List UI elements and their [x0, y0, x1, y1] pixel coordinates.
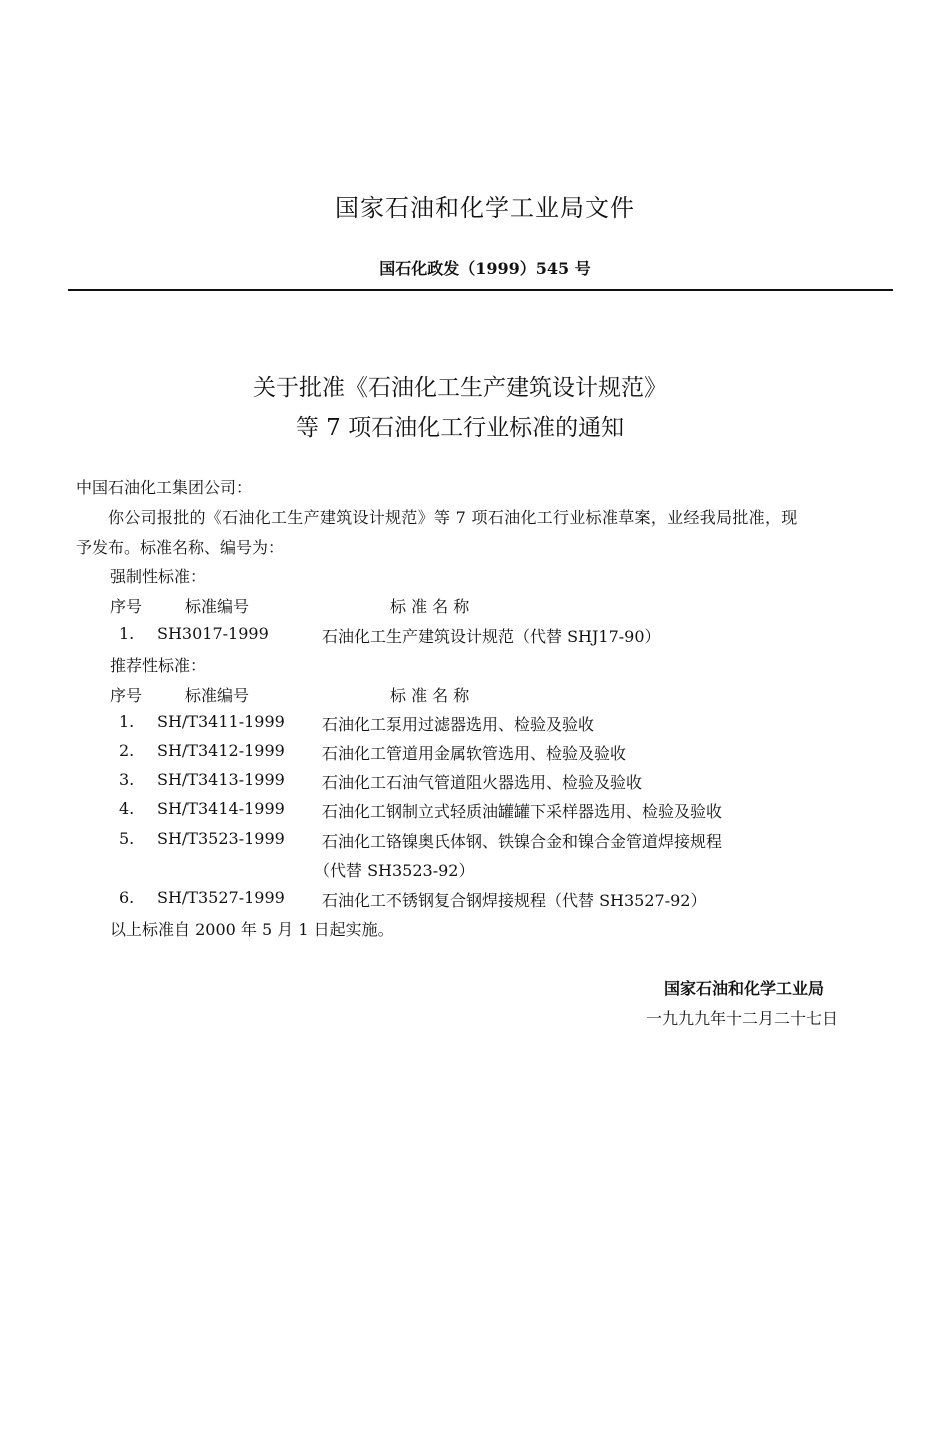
- recommended-col-name: 标 准 名 称: [390, 686, 470, 705]
- addressee: 中国石油化工集团公司：: [76, 478, 253, 497]
- recommended-row-3-seq: 3.: [119, 770, 135, 789]
- recommended-col-code: 标准编号: [185, 686, 250, 705]
- recommended-row-4-name: 石油化工钢制立式轻质油罐罐下采样器选用、检验及验收: [322, 802, 723, 821]
- recommended-row-5-name-cont: （代替 SH3523-92）: [314, 861, 475, 880]
- recommended-row-6-name: 石油化工不锈钢复合钢焊接规程（代替 SH3527-92）: [322, 891, 707, 910]
- recommended-row-2-name: 石油化工管道用金属软管选用、检验及验收: [322, 744, 627, 763]
- recommended-heading: 推荐性标准：: [110, 656, 207, 675]
- mandatory-heading: 强制性标准：: [110, 567, 207, 586]
- mandatory-row-code: SH3017-1999: [157, 624, 269, 643]
- mandatory-col-code: 标准编号: [185, 597, 250, 616]
- recommended-row-6-seq: 6.: [119, 888, 135, 907]
- effective-date-statement: 以上标准自 2000 年 5 月 1 日起实施。: [110, 920, 394, 939]
- header-divider: [68, 289, 893, 291]
- recommended-row-3-name: 石油化工石油气管道阻火器选用、检验及验收: [322, 773, 643, 792]
- recommended-row-4-seq: 4.: [119, 799, 135, 818]
- signature-organization: 国家石油和化学工业局: [664, 979, 825, 998]
- recommended-row-5-code: SH/T3523-1999: [157, 829, 285, 848]
- recommended-row-1-name: 石油化工泵用过滤器选用、检验及验收: [322, 715, 595, 734]
- recommended-row-3-code: SH/T3413-1999: [157, 770, 285, 789]
- notice-title-line-1: 关于批准《石油化工生产建筑设计规范》: [253, 375, 667, 401]
- document-number: 国石化政发（1999）545 号: [379, 259, 591, 278]
- notice-title-line-2: 等 7 项石油化工行业标准的通知: [295, 415, 625, 441]
- recommended-row-5-seq: 5.: [119, 829, 135, 848]
- issuer-heading: 国家石油和化学工业局文件: [335, 194, 635, 222]
- paragraph-line-1: 你公司报批的《石油化工生产建筑设计规范》等 7 项石油化工行业标准草案，业经我局批准，现: [108, 508, 798, 527]
- recommended-row-4-code: SH/T3414-1999: [157, 799, 285, 818]
- recommended-row-2-code: SH/T3412-1999: [157, 741, 285, 760]
- signature-date: 一九九九年十二月二十七日: [646, 1009, 839, 1028]
- recommended-row-5-name: 石油化工铬镍奥氏体钢、铁镍合金和镍合金管道焊接规程: [322, 832, 723, 851]
- recommended-row-6-code: SH/T3527-1999: [157, 888, 285, 907]
- mandatory-row-name: 石油化工生产建筑设计规范（代替 SHJ17-90）: [322, 627, 661, 646]
- mandatory-col-name: 标 准 名 称: [390, 597, 470, 616]
- recommended-row-1-code: SH/T3411-1999: [157, 712, 285, 731]
- recommended-row-2-seq: 2.: [119, 741, 135, 760]
- recommended-row-1-seq: 1.: [119, 712, 135, 731]
- mandatory-col-seq: 序号: [110, 597, 143, 616]
- paragraph-line-2: 予发布。标准名称、编号为：: [76, 538, 285, 557]
- recommended-col-seq: 序号: [110, 686, 143, 705]
- mandatory-row-seq: 1.: [119, 624, 135, 643]
